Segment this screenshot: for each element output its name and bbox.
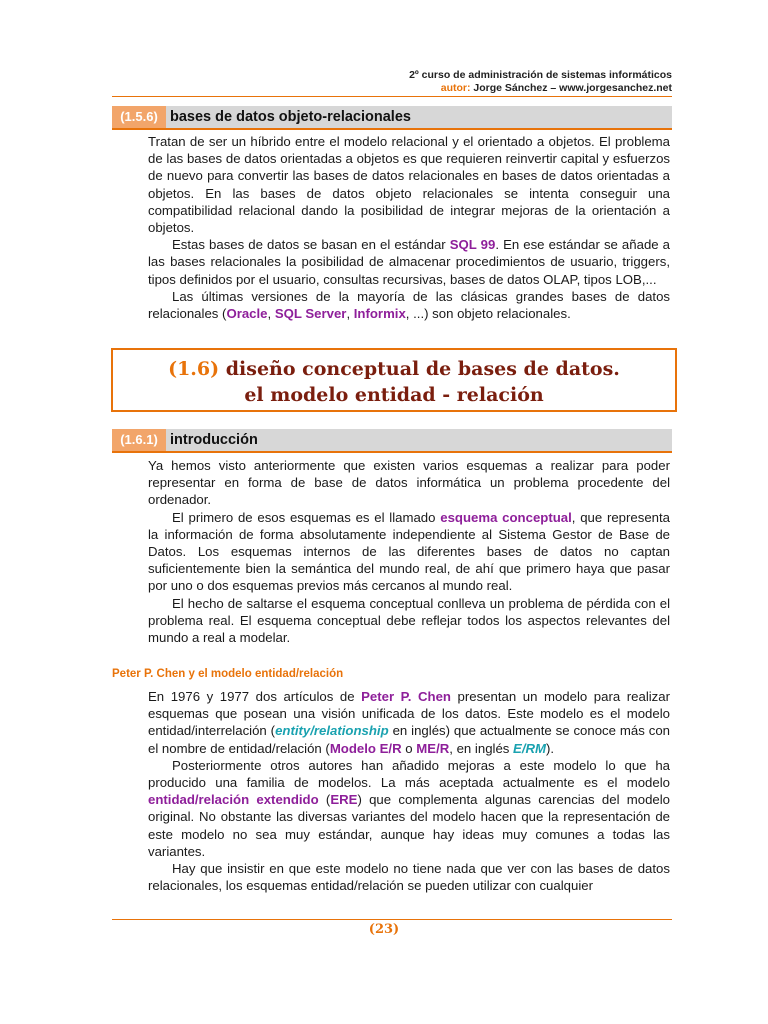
section-1-5-6-body bbox=[148, 133, 670, 322]
paragraph: Tratan de ser un híbrido entre el modelo relacional y el orientado a objetos. El problema de las bases de datos orientadas a objetos es que requieren reinvertir capital y esfuerzos de nuevo para convertir las bases de datos relacionales en bases de datos orientadas a objetos. En las bases de datos objeto relacionales se intenta conseguir una compatibilidad relacional dando la posibilidad de integrar mejoras de la orientación a objetos. bbox=[148, 134, 670, 236]
text: ( bbox=[318, 792, 331, 808]
highlight-term: ERE bbox=[330, 792, 358, 808]
highlight-term: Informix bbox=[353, 306, 406, 322]
highlight-term: entidad/relación extendido bbox=[148, 792, 319, 808]
highlight-term: SQL 99 bbox=[449, 237, 496, 253]
paragraph bbox=[148, 509, 670, 595]
text: El primero de esos esquemas es el llamado bbox=[172, 509, 441, 525]
text: ). bbox=[546, 740, 555, 756]
text: o bbox=[401, 740, 417, 756]
text: Las últimas versiones de la mayoría de las clásicas grandes bases de datos relacionales ( bbox=[148, 288, 670, 322]
section-1-6-1-body bbox=[148, 457, 670, 646]
text: En 1976 y 1977 dos artículos de bbox=[148, 689, 362, 704]
subheading-chen: Peter P. Chen y el modelo entidad/relación bbox=[112, 668, 344, 680]
paragraph: El hecho de saltarse el esquema conceptual conlleva un problema de pérdida con el problema real. El esquema conceptual debe reflejar todos los aspectos relevantes del mundo a real a modelar. bbox=[148, 595, 670, 646]
text: presentan un modelo para realizar esquemas que posean una visión unificada de los datos. Este modelo es el modelo entidad/interrelación ( bbox=[148, 689, 670, 739]
text: en inglés) que actualmente se conoce más con el nombre de entidad/relación ( bbox=[148, 723, 670, 756]
paragraph bbox=[148, 236, 670, 288]
highlight-term: SQL Server bbox=[274, 306, 347, 322]
highlight-term: Modelo E/R bbox=[329, 740, 402, 756]
section-heading-1-5-6 bbox=[112, 106, 672, 130]
text: , en inglés bbox=[449, 740, 514, 756]
text: , bbox=[346, 306, 354, 322]
paragraph bbox=[148, 288, 670, 322]
section-heading-1-6-1 bbox=[112, 429, 672, 453]
author-label: autor: bbox=[440, 82, 471, 94]
chapter-number: (1.6) bbox=[168, 358, 220, 380]
text: , ...) son objeto relacionales. bbox=[405, 306, 571, 322]
highlight-term: esquema conceptual bbox=[440, 509, 572, 525]
text: . En ese estándar se añade a las bases relacionales la posibilidad de almacenar procedimientos de usuario, triggers, tipos definidos por el usuario, consultas recursivas, bases de datos OLAP, tipos LOB,... bbox=[148, 237, 670, 287]
text: , bbox=[267, 306, 275, 322]
section-title: bases de datos objeto-relacionales bbox=[170, 109, 411, 125]
text: , que representa la información de forma absolutamente independiente al Sistema Gestor de Base de Datos. Los esquemas internos de las diferentes bases de datos no captan suficientemente bien la semántica del mundo real, de ahí que primero haya que pasar por uno o dos esquemas previos más cercanos al mundo real. bbox=[148, 509, 671, 594]
text: Estas bases de datos se basan en el estándar bbox=[172, 237, 450, 253]
highlight-term: ME/R bbox=[416, 740, 450, 756]
section-number: (1.6.1) bbox=[112, 429, 166, 451]
footer-rule bbox=[112, 919, 672, 920]
text: ) que complementa algunas carencias del modelo original. No obstante las diversas variantes del modelo hacen que la representación de este modelo no sea muy estándar, aunque hay ideas muy comunes a todas las variantes. bbox=[148, 792, 671, 859]
paragraph: Ya hemos visto anteriormente que existen varios esquemas a realizar para poder representar en forma de base de datos informática un problema procedente del ordenador. bbox=[148, 458, 670, 508]
text: Posteriormente otros autores han añadido mejoras a este modelo lo que ha producido una familia de modelos. La más aceptada actualmente es el modelo bbox=[148, 757, 670, 791]
paragraph: Hay que insistir en que este modelo no tiene nada que ver con las bases de datos relacionales, los esquemas entidad/relación se pueden utilizar con cualquier bbox=[148, 861, 670, 894]
highlight-term: Oracle bbox=[226, 306, 268, 322]
english-term: E/RM bbox=[513, 740, 547, 756]
author-name: Jorge Sánchez – www.jorgesanchez.net bbox=[470, 82, 672, 94]
course-title: 2º curso de administración de sistemas informáticos bbox=[409, 69, 672, 81]
chen-section-body bbox=[148, 688, 670, 894]
header-rule bbox=[112, 96, 672, 97]
section-number: (1.5.6) bbox=[112, 106, 166, 128]
paragraph bbox=[148, 688, 670, 757]
running-header bbox=[110, 69, 672, 95]
section-title: introducción bbox=[170, 432, 258, 448]
chapter-heading-1-6 bbox=[111, 348, 677, 412]
author-line bbox=[110, 82, 672, 95]
chapter-heading-line-2: el modelo entidad - relación bbox=[244, 384, 544, 406]
chapter-heading-line-1 bbox=[113, 356, 675, 382]
page-number: (23) bbox=[368, 922, 400, 937]
chapter-title-part: diseño conceptual de bases de datos. bbox=[219, 358, 620, 380]
highlight-term: Peter P. Chen bbox=[361, 689, 451, 704]
english-term: entity/relationship bbox=[275, 723, 389, 739]
paragraph bbox=[148, 757, 670, 860]
